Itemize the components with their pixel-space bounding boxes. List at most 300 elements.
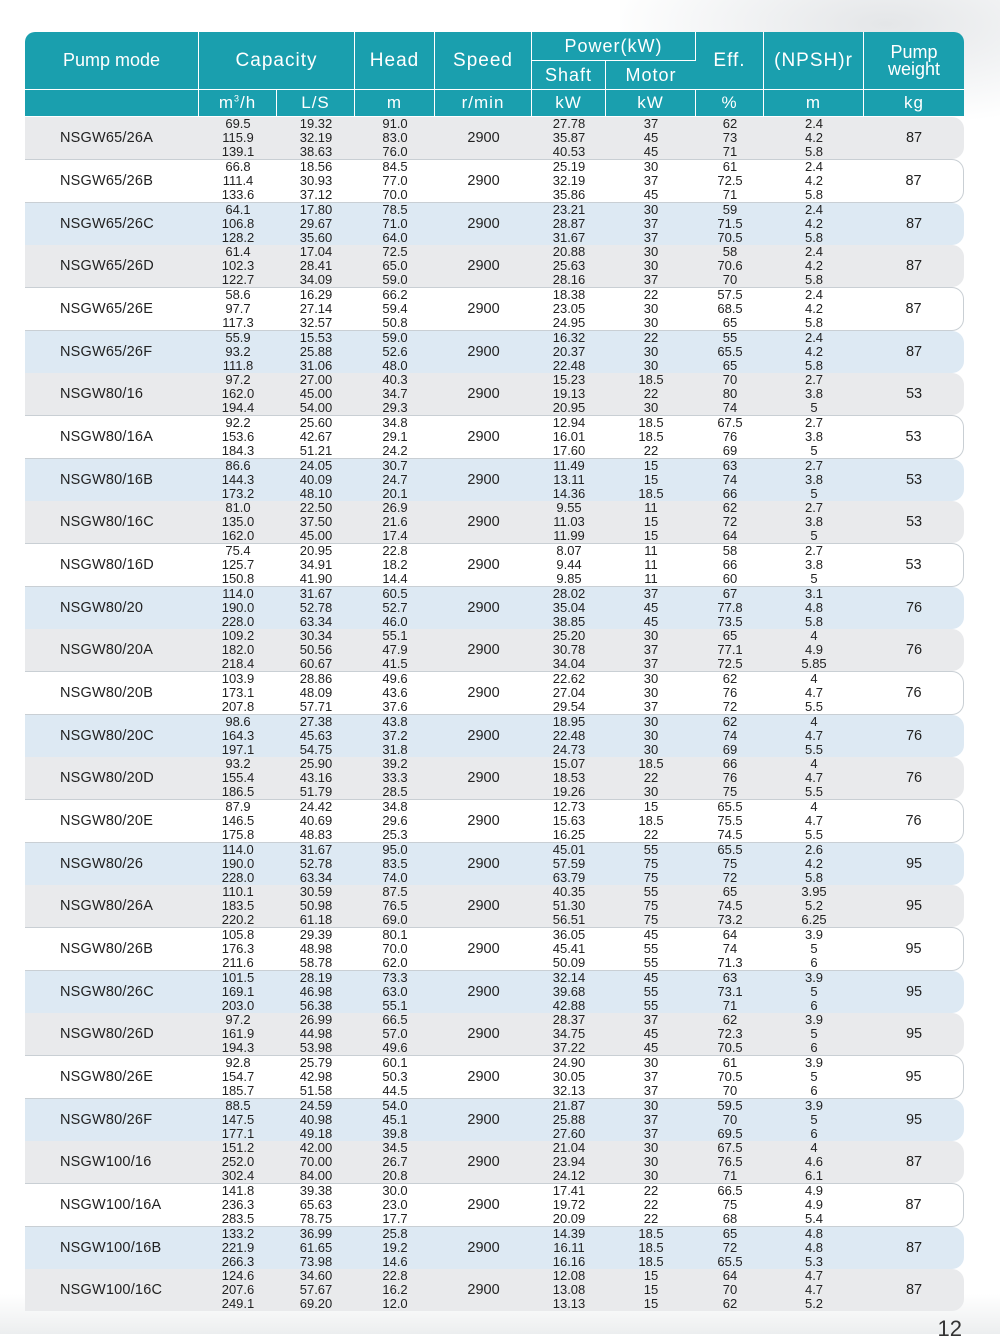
shaft-power-cell <box>532 1227 606 1269</box>
capacity-ls-value: 28.86 <box>299 671 333 686</box>
capacity-m3h-cell <box>199 885 277 927</box>
pump-model: NSGW100/16B <box>25 1227 199 1269</box>
npsh-cell <box>764 1099 864 1141</box>
capacity-m3h-value: 133.2 <box>221 1226 255 1241</box>
motor-power-value: 22 <box>643 770 659 785</box>
motor-power-cell <box>606 885 696 927</box>
efficiency-value: 73.2 <box>717 912 743 927</box>
shaft-power-value: 50.09 <box>552 955 586 970</box>
capacity-m3h-value: 207.6 <box>221 1282 255 1297</box>
pump-weight-value: 53 <box>864 543 964 587</box>
efficiency-value: 70.6 <box>717 258 743 273</box>
shaft-power-value: 19.26 <box>552 784 586 799</box>
npsh-cell <box>764 843 864 885</box>
efficiency-value: 68 <box>722 1211 738 1226</box>
npsh-value: 2.7 <box>804 543 824 558</box>
pump-model: NSGW80/20C <box>25 715 199 757</box>
shaft-power-value: 19.13 <box>552 386 586 401</box>
capacity-m3h-value: 141.8 <box>221 1183 255 1198</box>
capacity-m3h-cell <box>199 715 277 757</box>
head-value: 69.0 <box>382 912 408 927</box>
npsh-value: 4.9 <box>804 1197 824 1212</box>
pump-model: NSGW80/26D <box>25 1013 199 1055</box>
efficiency-value: 73 <box>722 130 738 145</box>
speed-value: 2900 <box>435 1227 532 1269</box>
capacity-ls-value: 29.39 <box>299 927 333 942</box>
capacity-m3h-value: 106.8 <box>221 216 255 231</box>
shaft-power-value: 17.60 <box>552 443 586 458</box>
efficiency-value: 65 <box>722 1226 738 1241</box>
head-value: 20.1 <box>382 486 408 501</box>
capacity-ls-value: 70.00 <box>299 1154 333 1169</box>
shaft-power-value: 18.38 <box>552 287 586 302</box>
shaft-power-cell <box>532 715 606 757</box>
npsh-cell <box>764 459 864 501</box>
shaft-power-value: 9.44 <box>556 557 582 572</box>
head-value: 60.1 <box>382 1055 408 1070</box>
capacity-m3h-value: 97.7 <box>225 301 251 316</box>
npsh-value: 5.8 <box>804 187 824 202</box>
motor-power-value: 75 <box>643 870 659 885</box>
efficiency-cell <box>696 459 764 501</box>
motor-power-value: 30 <box>643 728 659 743</box>
unit-motor: kW <box>606 90 696 117</box>
npsh-value: 5 <box>810 400 818 415</box>
motor-power-value: 15 <box>643 458 659 473</box>
capacity-ls-value: 65.63 <box>299 1197 333 1212</box>
pump-model: NSGW80/26C <box>25 971 199 1013</box>
shaft-power-value: 57.59 <box>552 856 586 871</box>
capacity-m3h-cell <box>199 629 277 671</box>
pump-model: NSGW65/26F <box>25 331 199 373</box>
motor-power-cell <box>606 629 696 671</box>
header-pump-weight <box>864 32 964 90</box>
capacity-ls-cell <box>277 159 355 203</box>
header-speed: Speed <box>435 32 532 90</box>
npsh-cell <box>764 927 864 971</box>
efficiency-cell <box>696 927 764 971</box>
capacity-ls-value: 25.90 <box>299 756 333 771</box>
motor-power-value: 18.5 <box>638 486 664 501</box>
efficiency-value: 72 <box>722 870 738 885</box>
motor-power-value: 37 <box>643 1083 659 1098</box>
shaft-power-value: 45.01 <box>552 842 586 857</box>
shaft-power-value: 20.09 <box>552 1211 586 1226</box>
capacity-ls-cell <box>277 715 355 757</box>
head-value: 62.0 <box>382 955 408 970</box>
pump-weight-value: 95 <box>864 1055 964 1099</box>
efficiency-value: 62 <box>722 1296 738 1311</box>
head-value: 34.8 <box>382 415 408 430</box>
npsh-value: 4.2 <box>804 258 824 273</box>
motor-power-value: 15 <box>643 528 659 543</box>
capacity-ls-value: 26.99 <box>299 1012 333 1027</box>
motor-power-value: 18.5 <box>638 1226 664 1241</box>
capacity-ls-cell <box>277 1099 355 1141</box>
speed-value: 2900 <box>435 117 532 159</box>
efficiency-value: 67 <box>722 586 738 601</box>
npsh-cell <box>764 1055 864 1099</box>
speed-value: 2900 <box>435 927 532 971</box>
motor-power-cell <box>606 159 696 203</box>
table-row <box>25 587 964 629</box>
motor-power-cell <box>606 927 696 971</box>
capacity-m3h-cell <box>199 159 277 203</box>
head-cell <box>355 331 435 373</box>
pump-weight-value: 87 <box>864 159 964 203</box>
npsh-value: 3.9 <box>804 970 824 985</box>
npsh-value: 5.85 <box>801 656 827 671</box>
motor-power-value: 15 <box>643 1296 659 1311</box>
speed-value: 2900 <box>435 1055 532 1099</box>
capacity-ls-value: 84.00 <box>299 1168 333 1183</box>
motor-power-cell <box>606 1099 696 1141</box>
shaft-power-value: 20.95 <box>552 400 586 415</box>
npsh-value: 5.8 <box>804 230 824 245</box>
capacity-ls-value: 58.78 <box>299 955 333 970</box>
efficiency-cell <box>696 331 764 373</box>
efficiency-value: 61 <box>722 1055 738 1070</box>
npsh-value: 2.4 <box>804 116 824 131</box>
shaft-power-value: 35.04 <box>552 600 586 615</box>
motor-power-value: 55 <box>643 842 659 857</box>
capacity-ls-value: 45.63 <box>299 728 333 743</box>
capacity-ls-value: 54.00 <box>299 400 333 415</box>
shaft-power-value: 39.68 <box>552 984 586 999</box>
shaft-power-value: 14.39 <box>552 1226 586 1241</box>
motor-power-value: 30 <box>643 742 659 757</box>
efficiency-value: 70 <box>722 1282 738 1297</box>
capacity-ls-value: 42.00 <box>299 1140 333 1155</box>
motor-power-value: 55 <box>643 941 659 956</box>
pump-weight-value: 76 <box>864 587 964 629</box>
capacity-ls-value: 63.34 <box>299 870 333 885</box>
head-cell <box>355 117 435 159</box>
capacity-ls-cell <box>277 331 355 373</box>
efficiency-cell <box>696 757 764 799</box>
npsh-cell <box>764 245 864 287</box>
shaft-power-cell <box>532 799 606 843</box>
pump-model: NSGW80/20D <box>25 757 199 799</box>
capacity-ls-value: 27.00 <box>299 372 333 387</box>
motor-power-cell <box>606 971 696 1013</box>
capacity-ls-value: 15.53 <box>299 330 333 345</box>
head-value: 24.2 <box>382 443 408 458</box>
motor-power-value: 37 <box>643 1112 659 1127</box>
shaft-power-value: 22.48 <box>552 358 586 373</box>
efficiency-value: 65 <box>722 884 738 899</box>
capacity-ls-cell <box>277 501 355 543</box>
pump-weight-value: 95 <box>864 1099 964 1141</box>
pump-model: NSGW80/26 <box>25 843 199 885</box>
capacity-ls-value: 38.63 <box>299 144 333 159</box>
motor-power-value: 30 <box>643 628 659 643</box>
capacity-ls-value: 24.42 <box>299 799 333 814</box>
speed-value: 2900 <box>435 543 532 587</box>
head-value: 63.0 <box>382 984 408 999</box>
efficiency-value: 74.5 <box>717 827 743 842</box>
capacity-ls-cell <box>277 117 355 159</box>
table-row <box>25 971 964 1013</box>
table-row <box>25 885 964 927</box>
motor-power-value: 37 <box>643 230 659 245</box>
page-number: 12 <box>937 1316 962 1341</box>
head-value: 30.0 <box>382 1183 408 1198</box>
shaft-power-value: 9.85 <box>556 571 582 586</box>
efficiency-value: 80 <box>722 386 738 401</box>
table-row <box>25 501 964 543</box>
motor-power-value: 22 <box>643 443 659 458</box>
capacity-ls-value: 54.75 <box>299 742 333 757</box>
capacity-m3h-value: 93.2 <box>225 344 251 359</box>
capacity-m3h-value: 211.6 <box>222 955 254 970</box>
motor-power-value: 37 <box>643 216 659 231</box>
shaft-power-cell <box>532 587 606 629</box>
capacity-ls-cell <box>277 1141 355 1183</box>
head-value: 43.8 <box>382 714 408 729</box>
speed-value: 2900 <box>435 799 532 843</box>
npsh-value: 3.8 <box>804 386 824 401</box>
pump-weight-value: 95 <box>864 1013 964 1055</box>
head-value: 17.7 <box>382 1211 408 1226</box>
efficiency-value: 66 <box>722 557 738 572</box>
capacity-m3h-cell <box>199 757 277 799</box>
capacity-ls-value: 42.67 <box>299 429 333 444</box>
capacity-ls-value: 48.98 <box>299 941 333 956</box>
efficiency-value: 75 <box>722 1197 738 1212</box>
efficiency-value: 64 <box>722 528 738 543</box>
head-value: 17.4 <box>382 528 408 543</box>
efficiency-value: 62 <box>722 500 738 515</box>
shaft-power-value: 28.16 <box>552 272 586 287</box>
capacity-ls-value: 17.80 <box>299 202 333 217</box>
motor-power-cell <box>606 1227 696 1269</box>
capacity-m3h-cell <box>199 1099 277 1141</box>
header-shaft: Shaft <box>532 61 606 90</box>
head-cell <box>355 159 435 203</box>
capacity-ls-value: 53.98 <box>299 1040 333 1055</box>
motor-power-cell <box>606 373 696 415</box>
motor-power-value: 18.5 <box>638 756 664 771</box>
motor-power-cell <box>606 245 696 287</box>
unit-npsh: m <box>764 90 864 117</box>
capacity-m3h-value: 64.1 <box>225 202 251 217</box>
npsh-cell <box>764 971 864 1013</box>
unit-head: m <box>355 90 435 117</box>
npsh-value: 6 <box>810 1126 818 1141</box>
capacity-m3h-value: 190.0 <box>221 600 255 615</box>
efficiency-value: 68.5 <box>717 301 743 316</box>
capacity-ls-value: 48.09 <box>299 685 333 700</box>
motor-power-value: 30 <box>643 202 659 217</box>
shaft-power-cell <box>532 331 606 373</box>
motor-power-value: 18.5 <box>638 1240 664 1255</box>
npsh-value: 4.9 <box>804 1183 824 1198</box>
efficiency-value: 76 <box>722 770 738 785</box>
unit-weight: kg <box>864 90 964 117</box>
efficiency-value: 71 <box>722 998 738 1013</box>
motor-power-value: 37 <box>643 116 659 131</box>
head-cell <box>355 287 435 331</box>
head-cell <box>355 1269 435 1311</box>
capacity-ls-value: 32.19 <box>299 130 333 145</box>
capacity-ls-value: 24.59 <box>299 1098 333 1113</box>
head-cell <box>355 799 435 843</box>
motor-power-value: 15 <box>643 1268 659 1283</box>
shaft-power-value: 11.99 <box>553 528 585 543</box>
motor-power-cell <box>606 671 696 715</box>
capacity-ls-cell <box>277 971 355 1013</box>
npsh-cell <box>764 373 864 415</box>
efficiency-cell <box>696 971 764 1013</box>
npsh-value: 4 <box>810 714 818 729</box>
capacity-m3h-value: 155.4 <box>221 770 255 785</box>
motor-power-value: 30 <box>643 358 659 373</box>
capacity-ls-value: 78.75 <box>299 1211 333 1226</box>
motor-power-value: 30 <box>643 344 659 359</box>
head-value: 50.3 <box>382 1069 408 1084</box>
pump-model: NSGW80/16 <box>25 373 199 415</box>
table-row <box>25 927 964 971</box>
npsh-value: 6 <box>810 998 818 1013</box>
capacity-ls-value: 60.67 <box>299 656 333 671</box>
capacity-ls-value: 28.41 <box>299 258 333 273</box>
motor-power-value: 45 <box>643 970 659 985</box>
capacity-m3h-value: 252.0 <box>221 1154 255 1169</box>
efficiency-value: 62 <box>722 1012 738 1027</box>
capacity-ls-value: 25.88 <box>299 344 333 359</box>
npsh-cell <box>764 203 864 245</box>
capacity-m3h-cell <box>199 843 277 885</box>
npsh-cell <box>764 1269 864 1311</box>
capacity-ls-cell <box>277 799 355 843</box>
capacity-m3h-cell <box>199 799 277 843</box>
pump-model: NSGW65/26E <box>25 287 199 331</box>
capacity-ls-value: 27.38 <box>299 714 333 729</box>
capacity-m3h-value: 197.1 <box>221 742 255 757</box>
efficiency-value: 71 <box>722 1168 738 1183</box>
speed-value: 2900 <box>435 757 532 799</box>
head-value: 23.0 <box>382 1197 408 1212</box>
pump-model: NSGW80/20A <box>25 629 199 671</box>
efficiency-value: 77.1 <box>717 642 743 657</box>
npsh-value: 4.2 <box>804 856 824 871</box>
head-value: 87.5 <box>382 884 408 899</box>
capacity-ls-value: 57.67 <box>299 1282 333 1297</box>
pump-model: NSGW80/16C <box>25 501 199 543</box>
motor-power-value: 30 <box>643 301 659 316</box>
speed-value: 2900 <box>435 1141 532 1183</box>
npsh-value: 2.7 <box>804 500 824 515</box>
motor-power-cell <box>606 715 696 757</box>
head-value: 72.5 <box>382 244 408 259</box>
table-row <box>25 117 964 159</box>
efficiency-value: 63 <box>722 458 738 473</box>
head-value: 18.2 <box>382 557 408 572</box>
capacity-ls-cell <box>277 415 355 459</box>
table-body <box>25 117 964 1311</box>
motor-power-cell <box>606 117 696 159</box>
table-row <box>25 843 964 885</box>
npsh-cell <box>764 629 864 671</box>
capacity-m3h-cell <box>199 331 277 373</box>
npsh-cell <box>764 1183 864 1227</box>
motor-power-value: 30 <box>643 258 659 273</box>
efficiency-value: 64 <box>722 1268 738 1283</box>
efficiency-cell <box>696 159 764 203</box>
efficiency-value: 76 <box>722 685 738 700</box>
shaft-power-cell <box>532 117 606 159</box>
capacity-ls-value: 57.71 <box>299 699 333 714</box>
efficiency-value: 67.5 <box>717 1140 743 1155</box>
capacity-ls-cell <box>277 671 355 715</box>
capacity-m3h-value: 124.6 <box>221 1268 255 1283</box>
shaft-power-value: 42.88 <box>552 998 586 1013</box>
capacity-ls-value: 36.99 <box>299 1226 333 1241</box>
capacity-m3h-value: 110.1 <box>222 884 254 899</box>
efficiency-value: 74 <box>722 728 738 743</box>
capacity-m3h-value: 302.4 <box>221 1168 255 1183</box>
efficiency-cell <box>696 203 764 245</box>
npsh-value: 5 <box>810 571 818 586</box>
efficiency-cell <box>696 1227 764 1269</box>
npsh-cell <box>764 543 864 587</box>
capacity-m3h-value: 109.2 <box>221 628 255 643</box>
head-value: 50.8 <box>382 315 408 330</box>
shaft-power-value: 20.88 <box>552 244 586 259</box>
pump-weight-value: 87 <box>864 1141 964 1183</box>
head-value: 29.1 <box>382 429 408 444</box>
head-value: 74.0 <box>382 870 408 885</box>
table-row <box>25 671 964 715</box>
motor-power-value: 18.5 <box>638 429 664 444</box>
npsh-value: 6 <box>810 955 818 970</box>
npsh-value: 5.4 <box>804 1211 824 1226</box>
pump-weight-value: 76 <box>864 715 964 757</box>
table-row <box>25 1099 964 1141</box>
speed-value: 2900 <box>435 1183 532 1227</box>
shaft-power-value: 21.87 <box>552 1098 586 1113</box>
capacity-m3h-cell <box>199 1227 277 1269</box>
capacity-m3h-value: 55.9 <box>225 330 251 345</box>
motor-power-value: 45 <box>643 614 659 629</box>
table-row <box>25 1183 964 1227</box>
motor-power-value: 37 <box>643 173 659 188</box>
efficiency-value: 75 <box>722 856 738 871</box>
speed-value: 2900 <box>435 843 532 885</box>
pump-weight-value: 95 <box>864 885 964 927</box>
motor-power-cell <box>606 331 696 373</box>
shaft-power-value: 51.30 <box>552 898 586 913</box>
npsh-value: 3.8 <box>804 514 824 529</box>
npsh-value: 5.8 <box>804 315 824 330</box>
shaft-power-value: 11.03 <box>553 514 585 529</box>
speed-value: 2900 <box>435 501 532 543</box>
shaft-power-cell <box>532 1099 606 1141</box>
capacity-m3h-value: 194.3 <box>221 1040 255 1055</box>
motor-power-value: 15 <box>643 799 659 814</box>
motor-power-cell <box>606 1013 696 1055</box>
capacity-ls-cell <box>277 587 355 629</box>
capacity-ls-value: 73.98 <box>299 1254 333 1269</box>
capacity-ls-value: 45.00 <box>299 528 333 543</box>
head-cell <box>355 1183 435 1227</box>
shaft-power-cell <box>532 843 606 885</box>
motor-power-value: 18.5 <box>638 415 664 430</box>
shaft-power-cell <box>532 757 606 799</box>
capacity-ls-cell <box>277 757 355 799</box>
unit-capacity-ls: L/S <box>277 90 355 117</box>
